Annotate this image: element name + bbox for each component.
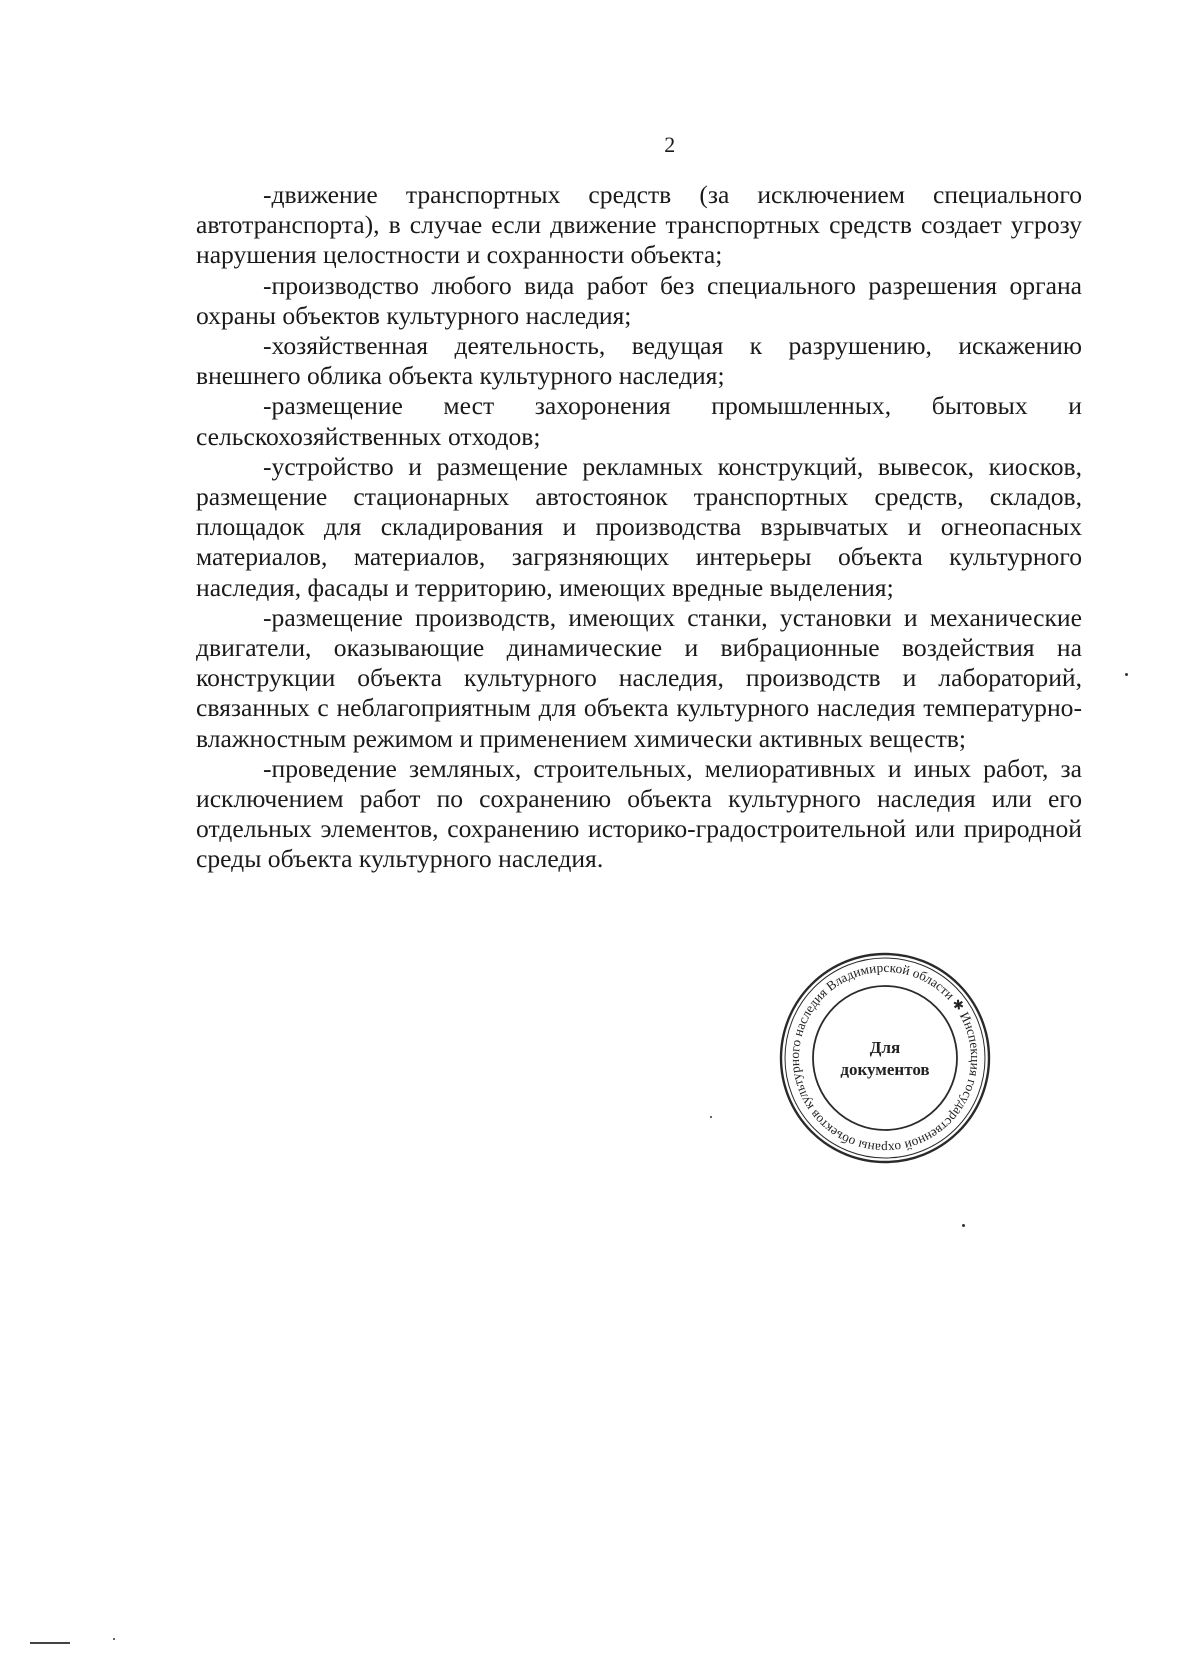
document-body — [196, 180, 1082, 875]
paragraph-economic-activity: -хозяйственная деятельность, ведущая к разрушению, искажению внешнего облика объекта культурного наследия; — [196, 331, 1082, 391]
scan-speck — [962, 1224, 965, 1227]
page-number: 2 — [664, 132, 676, 157]
scan-speck — [710, 1116, 712, 1118]
paragraph-waste-disposal: -размещение мест захоронения промышленных, бытовых и сельскохозяйственных отходов; — [196, 391, 1082, 451]
paragraph-production: -размещение производств, имеющих станки, установки и механические двигатели, оказывающие динамические и вибрационные воздействия на конструкции объекта культурного наследия, производств и лабораторий, связанных с неблагоприятным для объекта культурного наследия температурно-влажностным режимом и применением химически активных веществ; — [196, 602, 1082, 753]
paragraph-traffic: -движение транспортных средств (за исключением специального автотранспорта), в случае если движение транспортных средств создает угрозу нарушения целостности и сохранности объекта; — [196, 180, 1082, 270]
scan-margin-mark — [30, 1642, 70, 1644]
paragraph-earthworks: -проведение земляных, строительных, мелиоративных и иных работ, за исключением работ по сохранению объекта культурного наследия или его отдельных элементов, сохранению историко-градостроительной или природной среды объекта культурного наследия. — [196, 753, 1082, 874]
scan-speck — [1125, 673, 1128, 676]
stamp-ring-text: Инспекция государственной охраны объектов культурного наследия Владимирской области ✱ — [786, 959, 984, 1157]
stamp-center-line-1: Для — [869, 1038, 901, 1057]
stamp-inner-ring — [813, 986, 957, 1130]
paragraph-works-permit: -производство любого вида работ без специального разрешения органа охраны объектов культурного наследия; — [196, 270, 1082, 330]
stamp-seal-graphic — [773, 946, 997, 1170]
paragraph-advertising: -устройство и размещение рекламных конструкций, вывесок, киосков, размещение стационарных автостоянок транспортных средств, складов, площадок для складирования и производства взрывчатых и огнеопасных материалов, материалов, загрязняющих интерьеры объекта культурного наследия, фасады и территорию, имеющих вредные выделения; — [196, 451, 1082, 602]
stamp-center-line-2: документов — [840, 1060, 930, 1079]
stamp-outer-thin-ring — [785, 958, 985, 1158]
official-stamp — [773, 946, 997, 1170]
scan-speck — [113, 1638, 115, 1640]
